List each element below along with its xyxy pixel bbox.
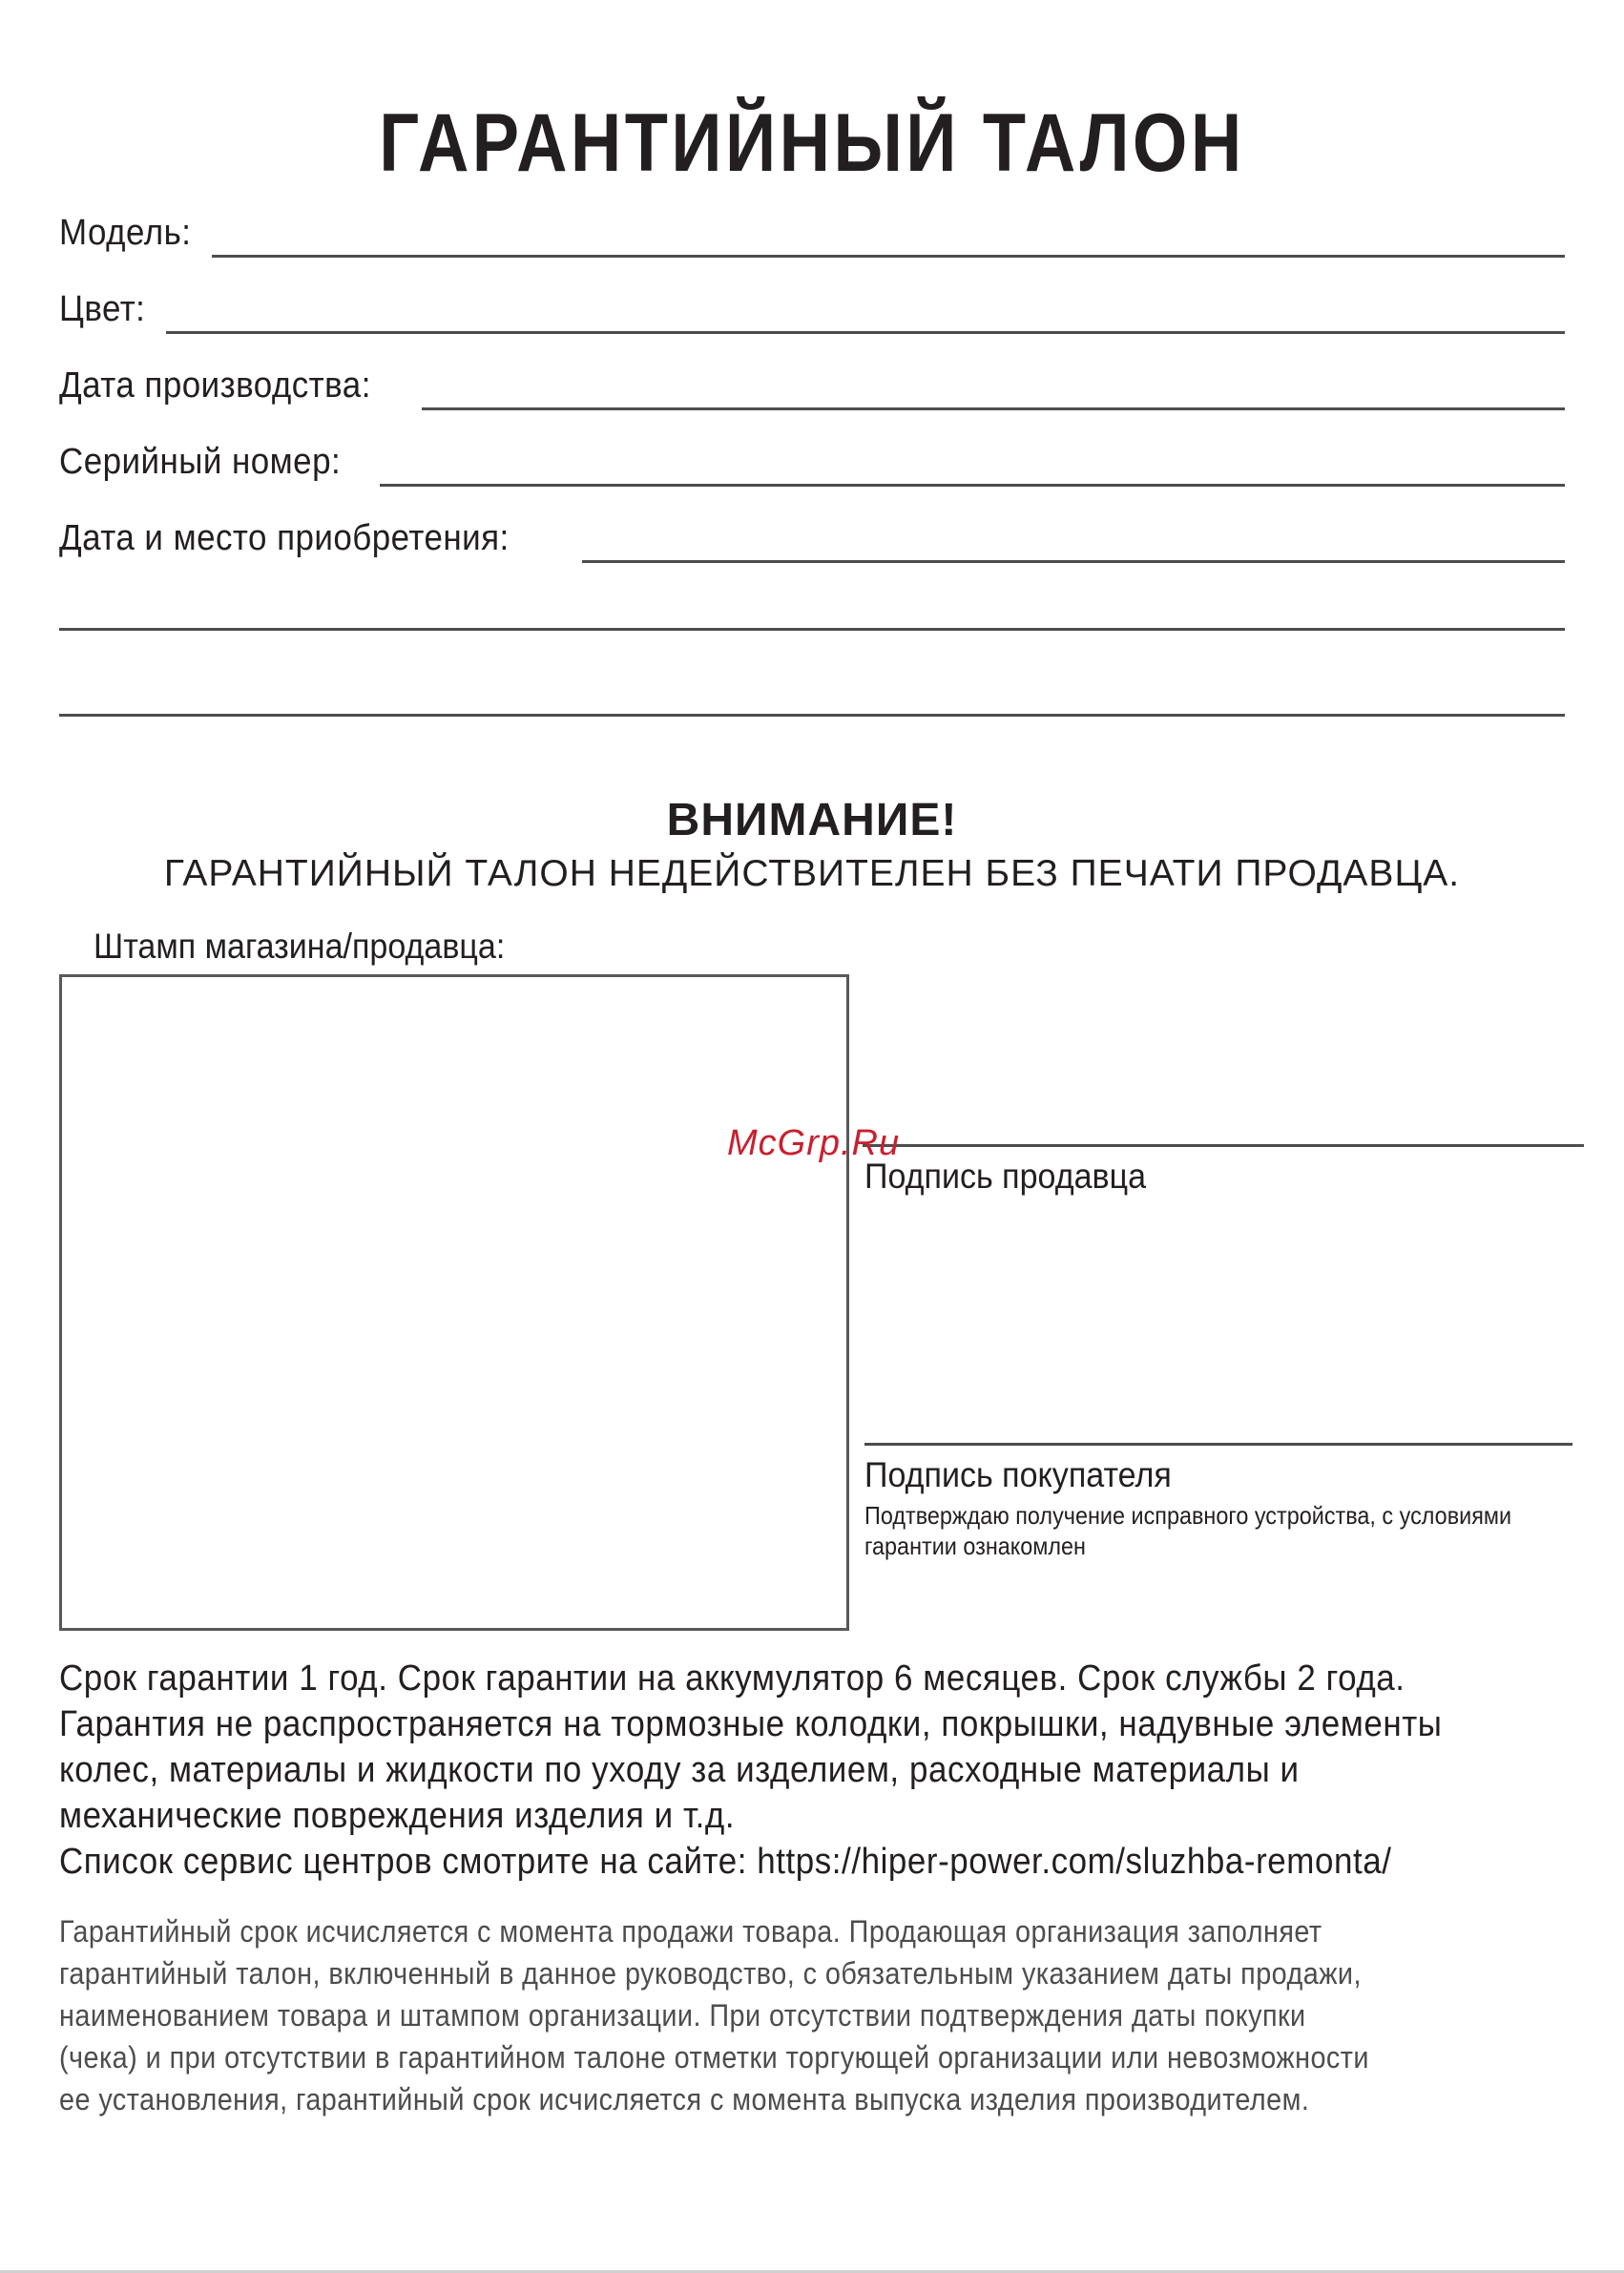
fine-print-line: наименованием товара и штампом организации. При отсутствии подтверждения даты покупки: [59, 1998, 1306, 2033]
color-label: Цвет:: [59, 289, 146, 329]
serial-number-input-line[interactable]: [380, 484, 1565, 487]
extra-input-line-2[interactable]: [59, 714, 1565, 717]
color-field-row: [59, 277, 1565, 334]
seller-signature-line[interactable]: [863, 1144, 1584, 1147]
warranty-line: механические повреждения изделия и т.д.: [59, 1796, 736, 1836]
seller-signature-label: Подпись продавца: [864, 1157, 1147, 1196]
production-date-field-row: [59, 353, 1565, 410]
model-label: Модель:: [59, 213, 192, 253]
buyer-confirmation-note: Подтверждаю получение исправного устройства, с условиями гарантии ознакомлен: [864, 1501, 1512, 1560]
page-title: ГАРАНТИЙНЫЙ ТАЛОН: [379, 97, 1245, 189]
extra-input-line-1[interactable]: [59, 628, 1565, 631]
model-input-line[interactable]: [212, 255, 1565, 258]
fine-print: [59, 1910, 1624, 2120]
production-date-label: Дата производства:: [59, 365, 371, 406]
serial-number-field-row: [59, 429, 1565, 487]
attention-text: ГАРАНТИЙНЫЙ ТАЛОН НЕДЕЙСТВИТЕЛЕН БЕЗ ПЕЧАТИ ПРОДАВЦА.: [163, 853, 1461, 894]
fine-print-line: Гарантийный срок исчисляется с момента продажи товара. Продающая организация заполняет: [59, 1914, 1322, 1949]
purchase-input-line[interactable]: [582, 560, 1565, 563]
serial-number-label: Серийный номер:: [59, 442, 342, 482]
watermark: McGrp.Ru: [727, 1123, 901, 1163]
service-centers-line: Список сервис центров смотрите на сайте: https://hiper-power.com/sluzhba-remonta/: [59, 1842, 1392, 1882]
fine-print-line: гарантийный талон, включенный в данное руководство, с обязательным указанием даты продажи,: [59, 1956, 1362, 1991]
color-input-line[interactable]: [166, 331, 1565, 334]
stamp-label: Штамп магазина/продавца:: [94, 927, 506, 966]
stamp-box[interactable]: [59, 974, 849, 1631]
production-date-input-line[interactable]: [422, 407, 1565, 410]
fine-print-line: (чека) и при отсутствии в гарантийном талоне отметки торгующей организации или невозможности: [59, 2040, 1369, 2075]
warranty-line: Гарантия не распространяется на тормозные колодки, покрышки, надувные элементы: [59, 1704, 1443, 1744]
buyer-signature-line[interactable]: [864, 1443, 1572, 1446]
warranty-terms: [59, 1656, 1587, 1885]
warranty-line: колес, материалы и жидкости по уходу за изделием, расходные материалы и: [59, 1750, 1300, 1790]
purchase-field-row: [59, 506, 1565, 563]
warranty-line: Срок гарантии 1 год. Срок гарантии на аккумулятор 6 месяцев. Срок службы 2 года.: [59, 1658, 1405, 1699]
model-field-row: [59, 200, 1565, 258]
buyer-signature-label: Подпись покупателя: [864, 1455, 1172, 1494]
attention-heading: ВНИМАНИЕ!: [666, 795, 958, 845]
fine-print-line: ее установления, гарантийный срок исчисляется с момента выпуска изделия производителем.: [59, 2082, 1310, 2117]
purchase-label: Дата и место приобретения:: [59, 518, 510, 558]
